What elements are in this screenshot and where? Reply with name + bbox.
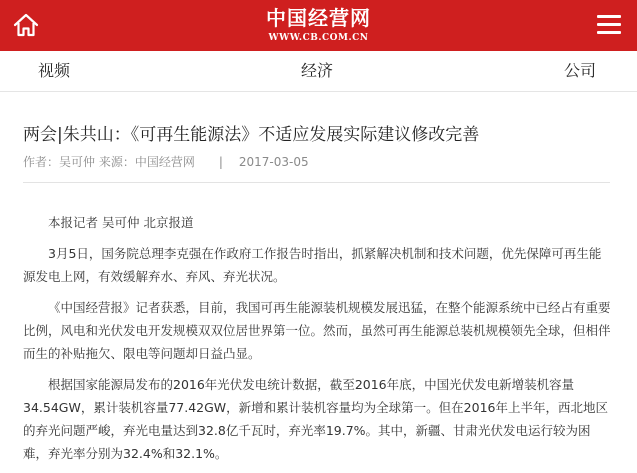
article-body bbox=[23, 211, 612, 473]
title-divider bbox=[23, 182, 610, 183]
article-meta bbox=[23, 153, 309, 171]
nav-item-company[interactable]: 公司 bbox=[564, 61, 597, 80]
meta-separator: | bbox=[218, 155, 223, 169]
nav-item-video[interactable]: 视频 bbox=[38, 61, 71, 80]
article-paragraph: 《中国经营报》记者获悉，目前，我国可再生能源装机规模发展迅猛，在整个能源系统中已经占有重要比例，风电和光伏发电开发规模双双位居世界第一位。然而，虽然可再生能源总装机规模领先全球，但相伴而生的补贴拖欠、限电等问题却日益凸显。 bbox=[23, 300, 611, 361]
article-paragraph: 本报记者 吴可仲 北京报道 bbox=[48, 215, 194, 230]
site-logo[interactable]: 中国经营网 bbox=[266, 6, 371, 30]
article-byline: 作者：吴可仲 来源：中国经营网 bbox=[23, 155, 195, 169]
top-nav bbox=[0, 51, 637, 92]
nav-item-economy[interactable]: 经济 bbox=[301, 61, 334, 80]
article-paragraph: 根据国家能源局发布的2016年光伏发电统计数据，截至2016年底，中国光伏发电新增装机容量34.54GW，累计装机容量77.42GW，新增和累计装机容量均为全球第一。但在2016年上半年，西北地区的弃光问题严峻，弃光电量达到32.8亿千瓦时，弃光率19.7%。其中，新疆、甘肃光伏发电运行较为困难，弃光率分别为32.4%和32.1%。 bbox=[23, 377, 608, 461]
article-title: 两会|朱共山：《可再生能源法》不适应发展实际建议修改完善 bbox=[23, 125, 480, 145]
site-header bbox=[0, 0, 637, 51]
site-url: WWW.CB.COM.CN bbox=[268, 33, 369, 43]
menu-icon[interactable] bbox=[597, 15, 621, 36]
article-date: 2017-03-05 bbox=[238, 155, 309, 169]
article-paragraph: 3月5日，国务院总理李克强在作政府工作报告时指出，抓紧解决机制和技术问题，优先保障可再生能源发电上网，有效缓解弃水、弃风、弃光状况。 bbox=[23, 246, 602, 284]
